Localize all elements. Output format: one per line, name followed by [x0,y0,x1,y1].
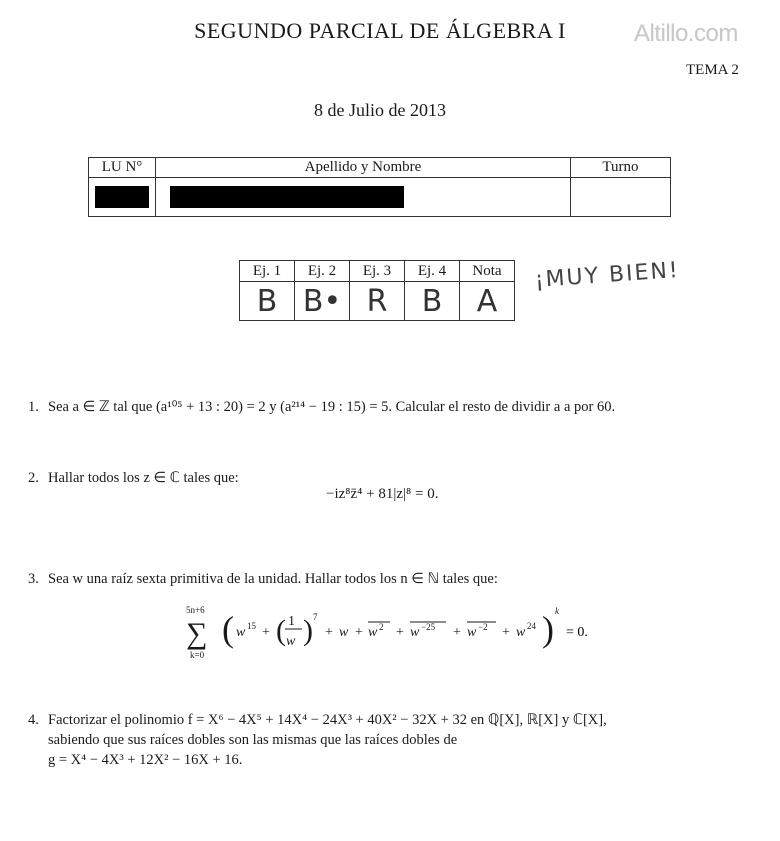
svg-text:k: k [555,606,559,616]
problem-2 [28,468,768,488]
svg-text:+: + [396,625,404,640]
svg-text:+: + [453,625,461,640]
svg-text:−25: −25 [421,622,436,632]
svg-text:+: + [325,625,333,640]
problem-number: 1. [28,399,39,415]
svg-text:+: + [262,625,270,640]
turno-cell [571,178,671,217]
redaction-bar [170,186,404,208]
grade-value: B [405,282,460,321]
problem-1 [28,397,768,417]
problem-number: 3. [28,571,39,587]
grade-value: R [350,282,405,321]
svg-text:+: + [355,625,363,640]
svg-text:w: w [286,634,296,649]
problem-text: Sea w una raíz sexta primitiva de la unidad. Hallar todos los n ∈ ℕ tales que: [48,571,498,587]
watermark: Altillo.com [634,20,738,47]
svg-text:(: ( [276,614,286,647]
grade-header: Ej. 2 [295,261,350,282]
equation-result: = 0. [566,625,588,640]
svg-text:w: w [236,625,246,640]
problem-text-line-2: sabiendo que sus raíces dobles son las mismas que las raíces dobles de [48,732,458,748]
problem-4 [28,710,773,770]
svg-text:1: 1 [288,614,295,629]
problem-text: Hallar todos los z ∈ ℂ tales que: [48,470,239,486]
lu-cell [89,178,156,217]
svg-text:5n+6: 5n+6 [186,605,205,615]
problem-text-line-3: g = X⁴ − 4X³ + 12X² − 16X + 16. [48,752,243,768]
tema-label: TEMA 2 [686,62,739,78]
problem-number: 2. [28,470,39,486]
turno-header: Turno [571,158,671,178]
grade-header: Nota [460,261,515,282]
problem-3 [28,569,768,589]
grade-header: Ej. 3 [350,261,405,282]
svg-text:∑: ∑ [186,617,208,650]
svg-text:k=0: k=0 [190,650,205,660]
page-title: SEGUNDO PARCIAL DE ÁLGEBRA I [194,18,566,43]
grades-table [239,260,515,321]
grade-value: A [460,282,515,321]
svg-text:w: w [368,625,378,640]
exam-date: 8 de Julio de 2013 [314,100,446,120]
problem-text: Sea a ∈ ℤ tal que (a¹⁰⁵ + 13 : 20) = 2 y (a²¹⁴ − 19 : 15) = 5. Calcular el resto de dividir a a por 60. [48,399,616,415]
name-header: Apellido y Nombre [156,158,571,178]
grade-header: Ej. 1 [240,261,295,282]
svg-text:7: 7 [313,612,318,622]
svg-text:(: ( [222,609,234,649]
svg-text:+: + [502,625,510,640]
problem-number: 4. [28,712,39,728]
svg-text:2: 2 [379,622,384,632]
name-cell [156,178,571,217]
problem-3-equation [180,600,610,664]
svg-text:15: 15 [247,621,256,631]
svg-text:): ) [303,614,313,647]
grade-value: B [240,282,295,321]
problem-2-equation: −iz⁸z̄⁴ + 81|z|⁸ = 0. [326,486,439,502]
svg-text:w: w [410,625,420,640]
svg-text:): ) [542,609,554,649]
handwritten-comment: ¡MUY BIEN! [534,257,681,293]
lu-header: LU N° [89,158,156,178]
svg-text:24: 24 [527,621,536,631]
student-id-table [88,157,671,217]
svg-text:w: w [516,625,526,640]
svg-text:w: w [339,625,349,640]
svg-text:w: w [467,625,477,640]
grade-header: Ej. 4 [405,261,460,282]
redaction-bar [95,186,149,208]
svg-text:−2: −2 [478,622,488,632]
problem-text: Factorizar el polinomio f = X⁶ − 4X⁵ + 14X⁴ − 24X³ + 40X² − 32X + 32 en ℚ[X], ℝ[X] y ℂ[X], [48,712,607,728]
grade-value: B• [295,282,350,321]
